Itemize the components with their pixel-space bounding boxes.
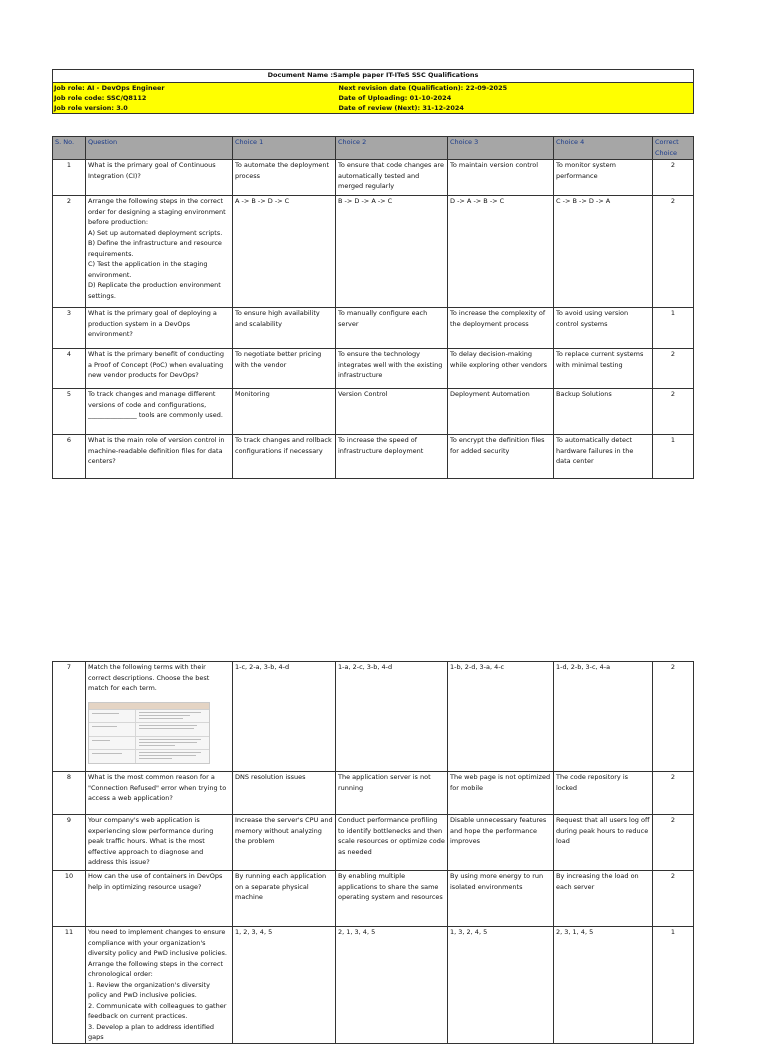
- choice-1: To ensure high availability and scalability: [233, 308, 336, 349]
- choice-2: 1-a, 2-c, 3-b, 4-d: [336, 662, 448, 772]
- correct-choice: 2: [653, 662, 694, 772]
- question-text: What is the primary goal of Continuous Integration (CI)?: [86, 160, 233, 196]
- header-choice-1: Choice 1: [233, 137, 336, 160]
- choice-1: Monitoring: [233, 389, 336, 435]
- choice-4: By increasing the load on each server: [554, 871, 653, 927]
- document-name: Document Name :Sample paper IT-ITeS SSC Qualifications: [53, 70, 694, 83]
- sno: 5: [53, 389, 86, 435]
- header-choice-2: Choice 2: [336, 137, 448, 160]
- choice-4: Request that all users log off during peak hours to reduce load: [554, 815, 653, 871]
- choice-1: Increase the server's CPU and memory without analyzing the problem: [233, 815, 336, 871]
- choice-4: To avoid using version control systems: [554, 308, 653, 349]
- choice-2: By enabling multiple applications to share the same operating system and resources: [336, 871, 448, 927]
- choice-3: Disable unnecessary features and hope the performance improves: [448, 815, 554, 871]
- choice-3: To encrypt the definition files for added security: [448, 435, 554, 479]
- table-header-row: [53, 137, 694, 160]
- choice-3: D -> A -> B -> C: [448, 196, 554, 308]
- header-sno: S. No.: [53, 137, 86, 160]
- question-text: Arrange the following steps in the correct order for designing a staging environment before production: A) Set up automated deployment scripts. B) Define the infrastructure and resource requirements. C) Test the application in the staging environment. D) Replicate the production environment settings.: [86, 196, 233, 308]
- choice-4: To replace current systems with minimal testing: [554, 349, 653, 389]
- table-row: [53, 435, 694, 479]
- question-text: How can the use of containers in DevOps help in optimizing resource usage?: [86, 871, 233, 927]
- date-of-uploading: Date of Uploading: 01-10-2024: [338, 93, 694, 103]
- sno: 3: [53, 308, 86, 349]
- choice-2: The application server is not running: [336, 772, 448, 815]
- question-cell: [86, 662, 233, 772]
- choice-3: Deployment Automation: [448, 389, 554, 435]
- sno: 11: [53, 927, 86, 1044]
- table-row: [53, 871, 694, 927]
- choice-4: Backup Solutions: [554, 389, 653, 435]
- correct-choice: 1: [653, 308, 694, 349]
- choice-3: To maintain version control: [448, 160, 554, 196]
- questions-table-continued: [52, 661, 694, 1044]
- question-text: What is the primary benefit of conducting a Proof of Concept (PoC) when evaluating new vendor products for DevOps?: [86, 349, 233, 389]
- choice-1: To negotiate better pricing with the vendor: [233, 349, 336, 389]
- date-of-review: Date of review (Next): 31-12-2024: [338, 103, 694, 114]
- choice-2: Conduct performance profiling to identify bottlenecks and then scale resources or optimize code as needed: [336, 815, 448, 871]
- table-row: [53, 160, 694, 196]
- question-text: What is the primary goal of deploying a production system in a DevOps environment?: [86, 308, 233, 349]
- sno: 4: [53, 349, 86, 389]
- choice-4: 1-d, 2-b, 3-c, 4-a: [554, 662, 653, 772]
- question-text: You need to implement changes to ensure compliance with your organization's diversity policy and PwD inclusive policies. Arrange the following steps in the correct chronological order: 1. Review the organization's diversity policy and PwD inclusive policies. 2. Communicate with colleagues to gather feedback on current practices. 3. Develop a plan to address identified gaps: [86, 927, 233, 1044]
- job-role-version: Job role version: 3.0: [53, 103, 338, 114]
- question-text: Match the following terms with their correct descriptions. Choose the best match for each term.: [88, 663, 210, 692]
- sno: 1: [53, 160, 86, 196]
- question-text: What is the most common reason for a "Connection Refused" error when trying to access a web application?: [86, 772, 233, 815]
- choice-2: To ensure that code changes are automatically tested and merged regularly: [336, 160, 448, 196]
- choice-1: DNS resolution issues: [233, 772, 336, 815]
- choice-2: To manually configure each server: [336, 308, 448, 349]
- job-role-code: Job role code: SSC/Q8112: [53, 93, 338, 103]
- sno: 8: [53, 772, 86, 815]
- sno: 7: [53, 662, 86, 772]
- table-row: [53, 927, 694, 1044]
- sno: 6: [53, 435, 86, 479]
- header-choice-4: Choice 4: [554, 137, 653, 160]
- header-choice-3: Choice 3: [448, 137, 554, 160]
- table-row: [53, 815, 694, 871]
- table-row: [53, 772, 694, 815]
- header-correct-choice: Correct Choice: [653, 137, 694, 160]
- correct-choice: 1: [653, 927, 694, 1044]
- next-revision-date: Next revision date (Qualification): 22-09-2025: [338, 83, 694, 94]
- questions-table: [52, 136, 694, 479]
- choice-2: To ensure the technology integrates well with the existing infrastructure: [336, 349, 448, 389]
- choice-4: To monitor system performance: [554, 160, 653, 196]
- choice-3: 1-b, 2-d, 3-a, 4-c: [448, 662, 554, 772]
- correct-choice: 2: [653, 160, 694, 196]
- choice-3: To delay decision-making while exploring other vendors: [448, 349, 554, 389]
- job-role: Job role: AI - DevOps Engineer: [53, 83, 338, 94]
- choice-2: Version Control: [336, 389, 448, 435]
- correct-choice: 2: [653, 815, 694, 871]
- sno: 10: [53, 871, 86, 927]
- correct-choice: 1: [653, 435, 694, 479]
- choice-3: By using more energy to run isolated environments: [448, 871, 554, 927]
- choice-1: By running each application on a separate physical machine: [233, 871, 336, 927]
- question-text: To track changes and manage different versions of code and configurations, _______________ tools are commonly used.: [86, 389, 233, 435]
- question-text: Your company's web application is experiencing slow performance during peak traffic hours. What is the most effective approach to diagnose and address this issue?: [86, 815, 233, 871]
- choice-2: 2, 1, 3, 4, 5: [336, 927, 448, 1044]
- choice-3: The web page is not optimized for mobile: [448, 772, 554, 815]
- document-header: [52, 69, 694, 114]
- correct-choice: 2: [653, 349, 694, 389]
- table-row: [53, 662, 694, 772]
- choice-4: 2, 3, 1, 4, 5: [554, 927, 653, 1044]
- table-row: [53, 196, 694, 308]
- choice-2: To increase the speed of infrastructure deployment: [336, 435, 448, 479]
- choice-1: 1-c, 2-a, 3-b, 4-d: [233, 662, 336, 772]
- choice-1: To track changes and rollback configurations if necessary: [233, 435, 336, 479]
- choice-4: The code repository is locked: [554, 772, 653, 815]
- correct-choice: 2: [653, 389, 694, 435]
- match-table-image: [88, 702, 210, 764]
- question-text: What is the main role of version control in machine-readable definition files for data centers?: [86, 435, 233, 479]
- sno: 2: [53, 196, 86, 308]
- correct-choice: 2: [653, 871, 694, 927]
- choice-1: To automate the deployment process: [233, 160, 336, 196]
- choice-1: 1, 2, 3, 4, 5: [233, 927, 336, 1044]
- choice-3: 1, 3, 2, 4, 5: [448, 927, 554, 1044]
- choice-2: B -> D -> A -> C: [336, 196, 448, 308]
- choice-3: To increase the complexity of the deployment process: [448, 308, 554, 349]
- choice-1: A -> B -> D -> C: [233, 196, 336, 308]
- choice-4: To automatically detect hardware failures in the data center: [554, 435, 653, 479]
- table-row: [53, 349, 694, 389]
- sno: 9: [53, 815, 86, 871]
- correct-choice: 2: [653, 196, 694, 308]
- choice-4: C -> B -> D -> A: [554, 196, 653, 308]
- table-row: [53, 389, 694, 435]
- correct-choice: 2: [653, 772, 694, 815]
- table-row: [53, 308, 694, 349]
- header-question: Question: [86, 137, 233, 160]
